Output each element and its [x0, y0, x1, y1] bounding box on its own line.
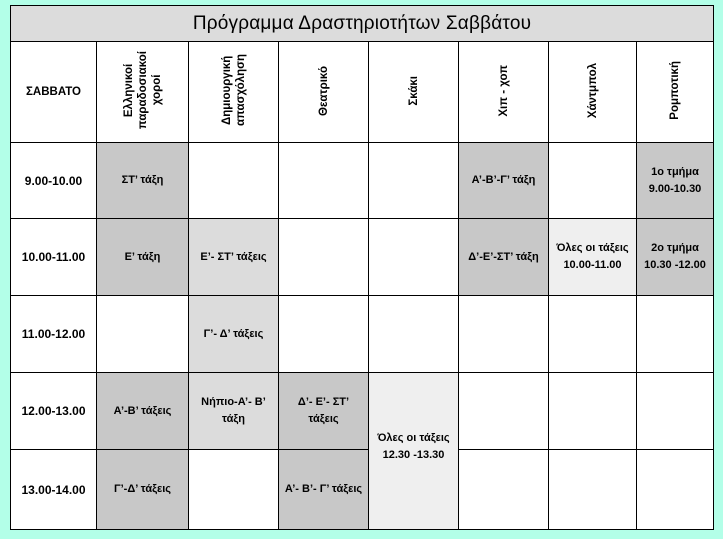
activity-label: Ελληνικοί παραδοσιακοί χοροί	[122, 51, 163, 130]
cell-chess	[369, 373, 459, 530]
cell-empty	[637, 450, 714, 530]
cell-empty	[459, 296, 549, 373]
cell-text: Νήπιο-Α’- Β’ τάξη	[201, 396, 266, 425]
cell-empty	[279, 143, 369, 219]
schedule-row	[11, 219, 714, 296]
cell-greek-dance	[97, 143, 189, 219]
cell-empty	[189, 450, 279, 530]
cell-text: Γ’-Δ’ τάξεις	[113, 483, 171, 495]
activity-label: Θεατρικό	[317, 65, 330, 116]
cell-empty	[369, 219, 459, 296]
cell-empty	[459, 373, 549, 450]
activity-header-theatre	[279, 42, 369, 143]
cell-text: Δ’- Ε’- ΣΤ’ τάξεις	[297, 396, 350, 425]
cell-creative	[189, 296, 279, 373]
cell-handball	[549, 219, 637, 296]
activity-label: Ρομποτική	[669, 61, 682, 120]
cell-hiphop	[459, 219, 549, 296]
cell-theatre	[279, 373, 369, 450]
cell-empty	[279, 219, 369, 296]
cell-creative	[189, 219, 279, 296]
schedule-row	[11, 450, 714, 530]
schedule-row	[11, 143, 714, 219]
activity-label: Χιπ - χοπ	[497, 64, 510, 117]
cell-text: Α’-Β’ τάξεις	[113, 404, 172, 417]
title-row	[11, 6, 714, 42]
cell-theatre	[279, 450, 369, 530]
cell-text: Α’- Β’- Γ’ τάξεις	[284, 483, 363, 495]
time-slot: 9.00-10.00	[11, 143, 97, 219]
cell-hiphop	[459, 143, 549, 219]
cell-text: Ε’ τάξη	[124, 250, 161, 263]
activity-label: Χάντμπολ	[586, 62, 599, 119]
activity-header-chess	[369, 42, 459, 143]
cell-text: ΣΤ’ τάξη	[121, 174, 164, 186]
cell-empty	[637, 296, 714, 373]
cell-empty	[279, 296, 369, 373]
activity-header-handball	[549, 42, 637, 143]
schedule-table	[10, 5, 714, 530]
schedule-row	[11, 373, 714, 450]
cell-empty	[549, 450, 637, 530]
cell-empty	[369, 143, 459, 219]
cell-empty	[549, 373, 637, 450]
cell-text: Όλες οι τάξεις 12.30 -13.30	[377, 432, 450, 461]
cell-text: Όλες οι τάξεις 10.00-11.00	[556, 242, 629, 271]
activity-header-creative	[189, 42, 279, 143]
cell-empty	[549, 143, 637, 219]
cell-greek-dance	[97, 450, 189, 530]
day-header: ΣΑΒΒΑΤΟ	[11, 42, 97, 143]
cell-robotics	[637, 219, 714, 296]
cell-empty	[369, 296, 459, 373]
cell-text: Δ’-Ε’-ΣΤ’ τάξη	[468, 250, 539, 263]
cell-greek-dance	[97, 373, 189, 450]
cell-text: Γ’- Δ’ τάξεις	[203, 327, 264, 340]
time-slot: 10.00-11.00	[11, 219, 97, 296]
schedule-title: Πρόγραμμα Δραστηριοτήτων Σαββάτου	[11, 6, 714, 42]
activity-header-hiphop	[459, 42, 549, 143]
schedule-row	[11, 296, 714, 373]
header-row	[11, 42, 714, 143]
activity-label: Σκάκι	[407, 75, 420, 106]
time-slot: 13.00-14.00	[11, 450, 97, 530]
cell-robotics	[637, 143, 714, 219]
time-slot: 12.00-13.00	[11, 373, 97, 450]
activity-header-greek-dance	[97, 42, 189, 143]
cell-empty	[637, 373, 714, 450]
cell-text: 1ο τμήμα 9.00-10.30	[648, 165, 702, 195]
cell-text: Α’-Β’-Γ’ τάξη	[471, 174, 536, 186]
cell-creative	[189, 373, 279, 450]
cell-empty	[189, 143, 279, 219]
cell-empty	[549, 296, 637, 373]
time-slot: 11.00-12.00	[11, 296, 97, 373]
cell-greek-dance	[97, 219, 189, 296]
cell-text: Ε’- ΣΤ’ τάξεις	[200, 250, 267, 263]
cell-empty	[459, 450, 549, 530]
activity-header-robotics	[637, 42, 714, 143]
activity-label: Δημιουργική απασχόληση	[220, 54, 247, 127]
cell-empty	[97, 296, 189, 373]
cell-text: 2ο τμήμα 10.30 -12.00	[644, 242, 706, 271]
